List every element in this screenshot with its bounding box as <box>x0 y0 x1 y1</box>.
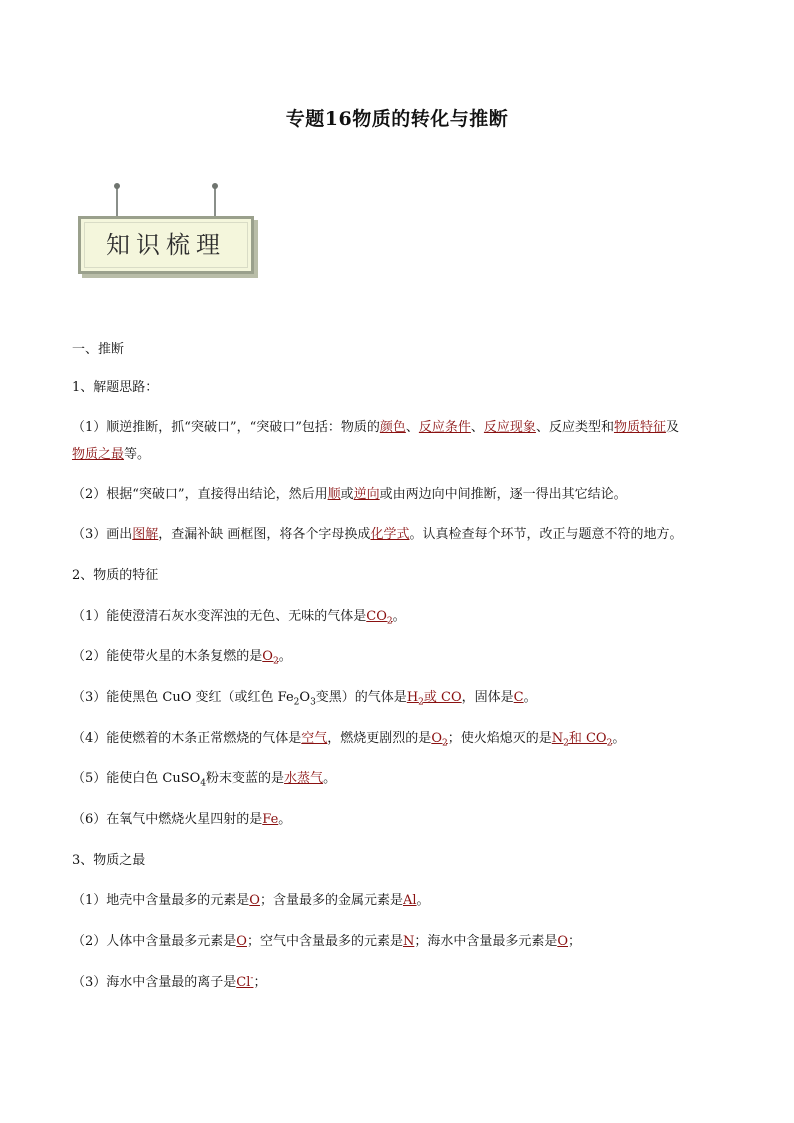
text-segment: 、 <box>405 420 419 435</box>
paragraph-line <box>72 971 266 990</box>
text-segment: ；海水中含量最多元素是 <box>414 934 558 949</box>
text-segment: （1）顺逆推断，抓“突破口”，“突破口”包括：物质的 <box>72 420 380 435</box>
key-term <box>236 975 253 990</box>
text-segment: 或由两边向中间推断，逐一得出其它结论。 <box>379 487 627 502</box>
key-term <box>551 731 613 749</box>
key-term <box>366 609 393 627</box>
formula-text: CO <box>366 609 387 624</box>
text-segment: （4）能使燃着的木条正常燃烧的气体是 <box>72 731 302 746</box>
key-term: Fe <box>262 812 279 827</box>
subsection-heading: 2、物质的特征 <box>72 568 159 583</box>
text-segment: 或 <box>340 487 354 502</box>
formula-text: 或 CO <box>423 690 462 705</box>
paragraph-line <box>72 930 581 949</box>
formula-text: N <box>551 731 564 746</box>
text-segment: 。 <box>278 812 292 827</box>
text-segment: （2）人体中含量最多元素是 <box>72 934 237 949</box>
formula-text: H <box>406 690 419 705</box>
sign-nail <box>114 183 120 189</box>
subscript: 3 <box>310 697 316 708</box>
key-term: O <box>557 934 569 949</box>
key-term: Al <box>402 893 417 908</box>
paragraph-line <box>72 686 537 708</box>
paragraph-line <box>72 523 682 542</box>
text-segment: （1）地壳中含量最多的元素是 <box>72 893 250 908</box>
subscript: 2 <box>418 697 424 708</box>
key-term: 空气 <box>301 731 328 746</box>
key-term <box>406 690 462 708</box>
key-term: N <box>402 934 415 949</box>
subscript: 2 <box>563 738 569 749</box>
formula-text: 和 CO <box>568 731 607 746</box>
key-term: 水蒸气 <box>284 771 324 786</box>
subscript: 4 <box>200 778 207 789</box>
text-segment: ；使火焰熄灭的是 <box>447 731 552 746</box>
text-segment: ，燃烧更剧烈的是 <box>327 731 432 746</box>
text-segment: 变黑）的气体是 <box>315 690 407 705</box>
key-term: 反应现象 <box>483 420 536 435</box>
key-term: O <box>249 893 260 908</box>
subsection-heading: 3、物质之最 <box>72 853 146 868</box>
paragraph-line <box>72 443 150 462</box>
document-title: 专题16物质的转化与推断 <box>285 108 509 130</box>
text-segment: （3）能使黑色 CuO 变红（或红色 Fe <box>72 690 294 705</box>
key-term: 反应条件 <box>418 420 471 435</box>
key-term: 物质之最 <box>72 447 125 462</box>
key-term <box>431 731 448 749</box>
superscript: - <box>250 973 254 984</box>
paragraph-line <box>72 416 679 435</box>
paragraph-line <box>72 645 292 667</box>
key-term: 物质特征 <box>613 420 666 435</box>
text-segment: ； <box>253 975 267 990</box>
sign-nail <box>212 183 218 189</box>
text-segment: ；空气中含量最多的元素是 <box>246 934 403 949</box>
text-segment: 。认真检查每个环节，改正与题意不符的地方。 <box>409 527 683 542</box>
text-segment: 粉末变蓝的是 <box>206 771 285 786</box>
sign-wire <box>214 186 216 216</box>
text-segment: 。 <box>323 771 337 786</box>
sign-board <box>78 216 254 274</box>
sign-label: 知识梳理 <box>106 231 226 259</box>
text-segment: 、 <box>470 420 484 435</box>
paragraph-line <box>72 767 336 789</box>
text-segment: ；含量最多的金属元素是 <box>259 893 403 908</box>
key-term: 颜色 <box>379 420 406 435</box>
text-segment: 。 <box>523 690 537 705</box>
paragraph-line <box>72 727 625 749</box>
subscript: 2 <box>272 656 279 667</box>
text-segment: 及 <box>665 420 679 435</box>
formula-text: Cl <box>236 975 251 990</box>
key-term: 逆向 <box>353 487 380 502</box>
text-segment: ，固体是 <box>461 690 514 705</box>
text-segment: （2）能使带火星的木条复燃的是 <box>72 649 263 664</box>
paragraph-line <box>72 483 627 502</box>
sign-wire <box>116 186 118 216</box>
text-segment: 、反应类型和 <box>535 420 614 435</box>
paragraph-line <box>72 808 291 827</box>
text-segment: （1）能使澄清石灰水变浑浊的无色、无味的气体是 <box>72 609 367 624</box>
text-segment: 。 <box>278 649 292 664</box>
key-term: C <box>513 690 524 705</box>
text-segment: （3）画出 <box>72 527 133 542</box>
text-segment: （6）在氧气中燃烧火星四射的是 <box>72 812 263 827</box>
subscript: 2 <box>441 738 448 749</box>
text-segment: ； <box>568 934 582 949</box>
text-segment: 。 <box>416 893 430 908</box>
text-segment: （5）能使白色 CuSO <box>72 771 201 786</box>
subsection-heading: 1、解题思路： <box>72 380 159 395</box>
text-segment: 。 <box>612 731 626 746</box>
text-segment: （2）根据“突破口”，直接得出结论，然后用 <box>72 487 328 502</box>
knowledge-sign <box>78 186 258 276</box>
formula-text: O <box>262 649 273 664</box>
text-segment: （3）海水中含量最的离子是 <box>72 975 237 990</box>
key-term <box>262 649 279 667</box>
text-segment: 。 <box>392 609 406 624</box>
text-segment: 等。 <box>124 447 151 462</box>
key-term: 图解 <box>132 527 159 542</box>
subscript: 2 <box>606 738 613 749</box>
text-segment: ，查漏补缺 画框图，将各个字母换成 <box>158 527 371 542</box>
text-segment: O <box>299 690 311 705</box>
subscript: 2 <box>386 616 393 627</box>
paragraph-line <box>72 889 430 908</box>
key-term: 化学式 <box>370 527 410 542</box>
key-term: 顺 <box>327 487 341 502</box>
subscript: 2 <box>293 697 300 708</box>
paragraph-line <box>72 605 406 627</box>
section-heading: 一、推断 <box>72 342 125 357</box>
key-term: O <box>236 934 247 949</box>
formula-text: O <box>431 731 442 746</box>
